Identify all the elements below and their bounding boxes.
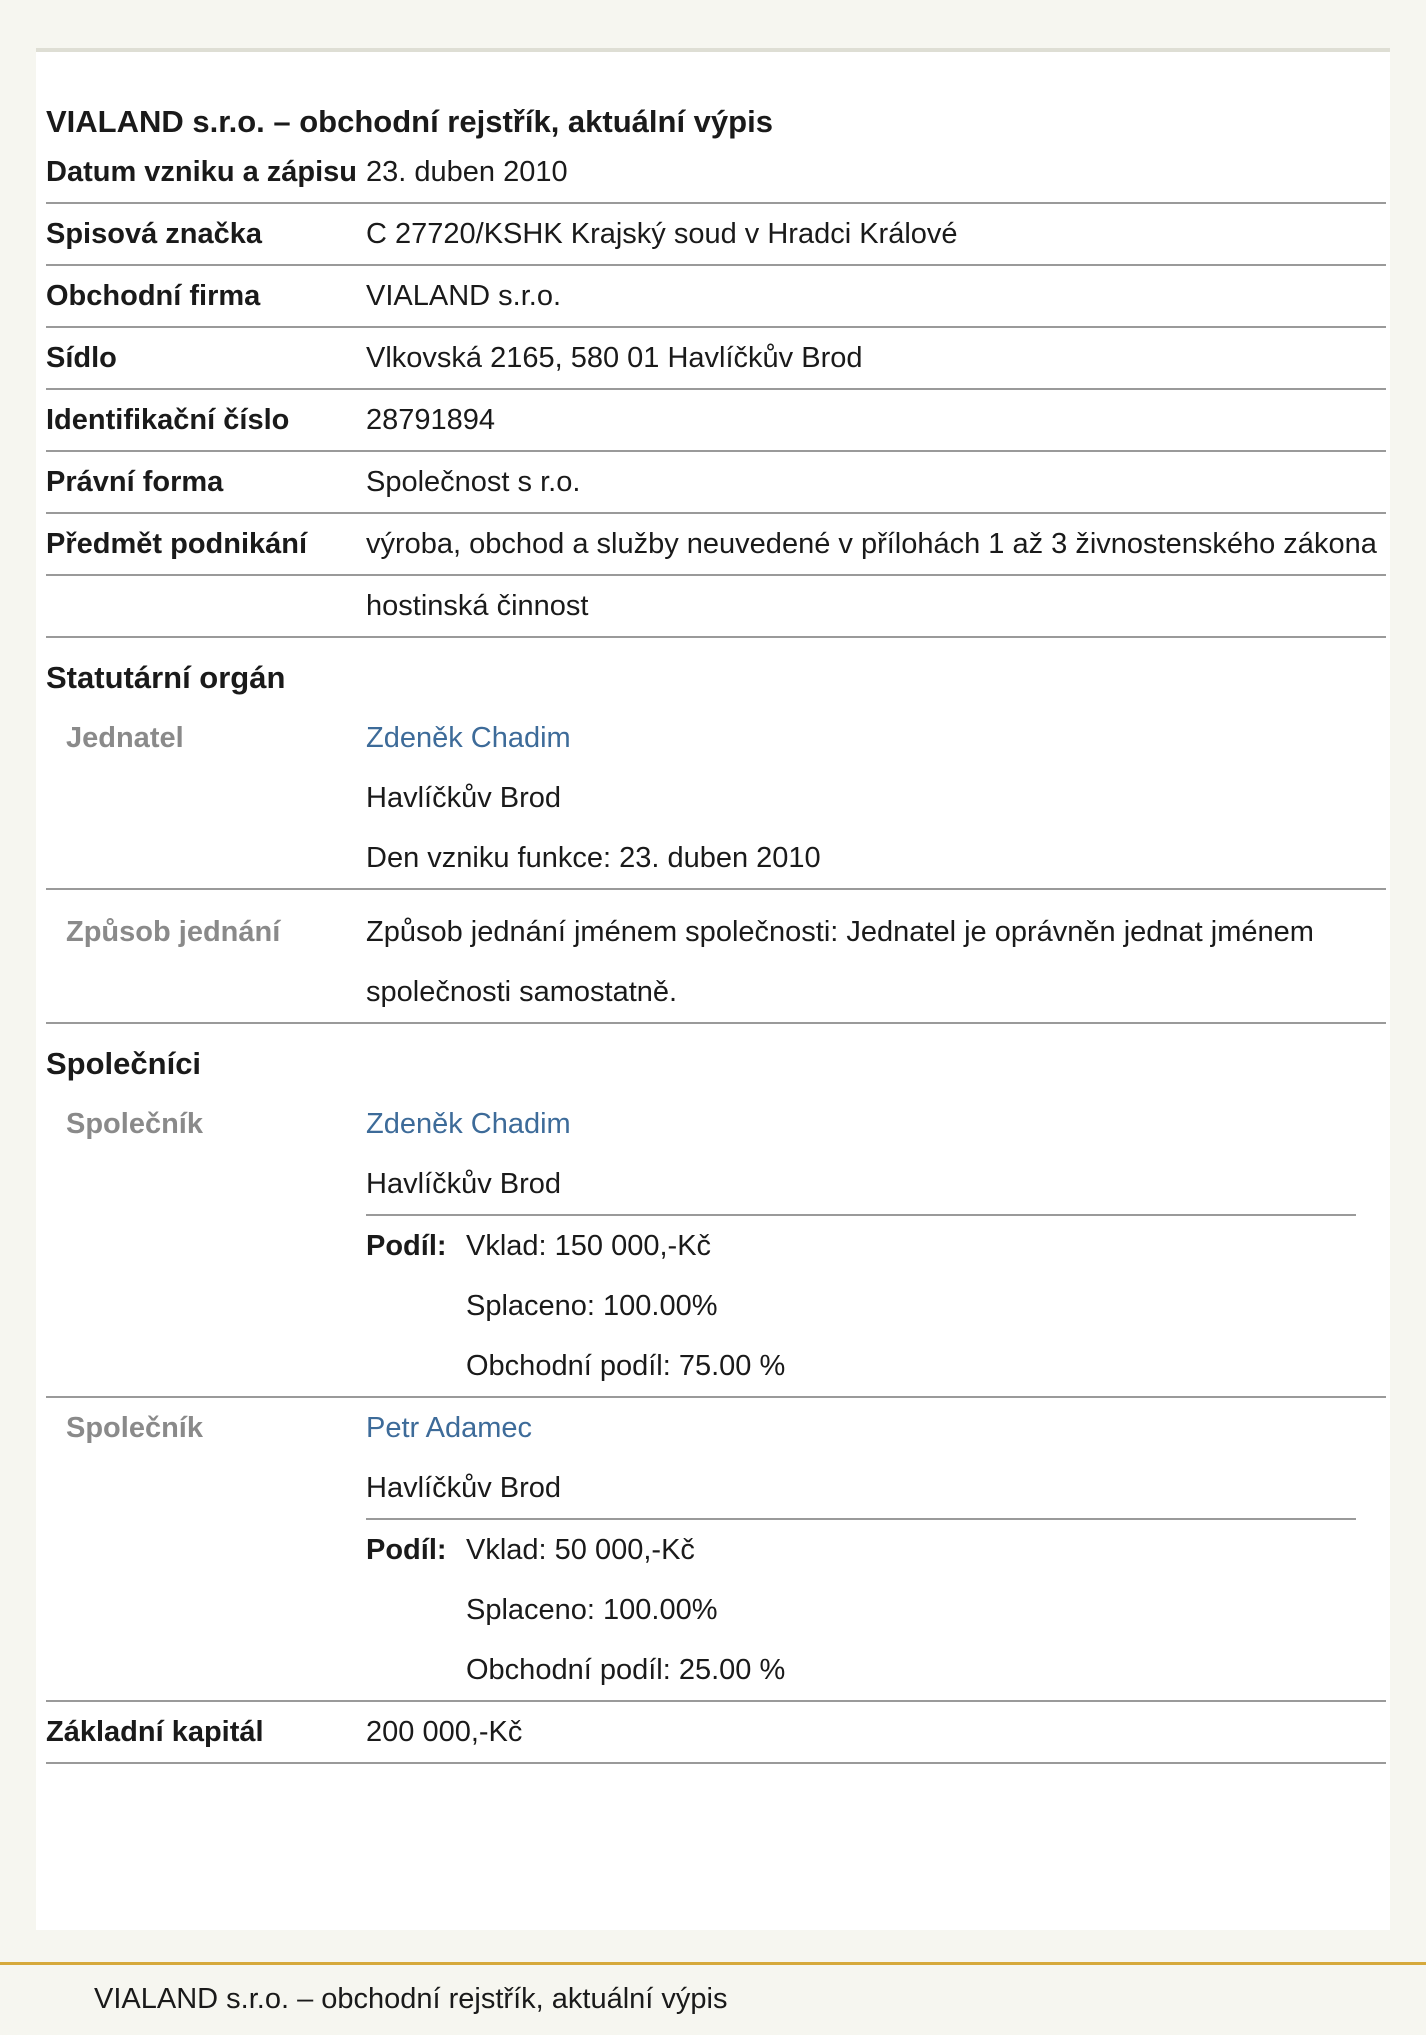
field-value-text: 23. duben 2010 [366,156,568,188]
statutory-label: Způsob jednání [66,916,281,948]
field-row-spisova-znacka [46,204,1386,266]
field-value-text: 200 000,-Kč [366,1716,523,1748]
field-value [366,390,1386,450]
partner-row [46,1398,1386,1702]
page-title: VIALAND s.r.o. – obchodní rejstřík, aktuální výpis [46,104,773,139]
field-value-text: Společnost s r.o. [366,466,581,498]
field-label [46,576,366,636]
statutory-label: Jednatel [66,722,184,754]
field-value [366,514,1386,574]
field-value-text: 28791894 [366,404,496,436]
field-row-sidlo [46,328,1386,390]
partner-label: Společník [66,1412,203,1444]
field-label: Základní kapitál [46,1716,264,1748]
share-splaceno: Splaceno: 100.00% [466,1290,718,1322]
register-content [46,52,1386,1764]
field-value-text: C 27720/KSHK Krajský soud v Hradci Králové [366,218,958,250]
field-row-obchodni-firma [46,266,1386,328]
share-values [466,1520,1356,1700]
field-value-text: výroba, obchod a služby neuvedené v přílohách 1 až 3 živnostenského zákona [366,528,1377,560]
field-label: Právní forma [46,466,224,498]
share-podil: Obchodní podíl: 25.00 % [466,1654,786,1686]
share-vklad: Vklad: 150 000,-Kč [466,1230,712,1262]
person-link[interactable]: Zdeněk Chadim [366,1108,571,1140]
field-label: Předmět podnikání [46,528,308,560]
share-block [366,1518,1356,1700]
field-value-text: hostinská činnost [366,590,589,622]
section-heading-statutory: Statutární orgán [46,660,286,695]
zpusob-text: Způsob jednání jménem společnosti: Jednatel je oprávněn jednat jménem společnosti samostatně. [366,916,1314,1008]
statutory-value [366,708,1386,888]
share-splaceno: Splaceno: 100.00% [466,1594,718,1626]
statutory-row-jednatel [46,708,1386,890]
field-value [366,204,1386,264]
partner-row [46,1094,1386,1398]
partner-label: Společník [66,1108,203,1140]
field-label: Datum vzniku a zápisu [46,156,358,188]
field-value-text: VIALAND s.r.o. [366,280,562,312]
partner-value [366,1094,1386,1396]
field-label: Spisová značka [46,218,262,250]
field-label: Identifikační číslo [46,404,290,436]
field-row-datum [46,142,1386,204]
footer-text: VIALAND s.r.o. – obchodní rejstřík, aktuální výpis [94,1983,728,2015]
field-row-pravni-forma [46,452,1386,514]
field-row-predmet-podnikani-2 [46,576,1386,638]
field-value [366,1702,1386,1762]
field-label: Obchodní firma [46,280,261,312]
partner-value [366,1398,1386,1700]
share-label: Podíl: [366,1230,447,1262]
share-block [366,1214,1356,1396]
field-row-zakladni-kapital [46,1702,1386,1764]
footer [0,1962,1426,2035]
field-value [366,328,1386,388]
share-podil: Obchodní podíl: 75.00 % [466,1350,786,1382]
field-value [366,266,1386,326]
person-city: Havlíčkův Brod [366,782,562,814]
statutory-value [366,902,1386,1022]
field-value [366,142,1386,202]
field-row-predmet-podnikani [46,514,1386,576]
function-start: Den vzniku funkce: 23. duben 2010 [366,842,821,874]
field-value-text: Vlkovská 2165, 580 01 Havlíčkův Brod [366,342,863,374]
person-city: Havlíčkův Brod [366,1168,562,1200]
field-value [366,576,1386,636]
share-values [466,1216,1356,1396]
field-row-ico [46,390,1386,452]
field-label: Sídlo [46,342,117,374]
person-link[interactable]: Petr Adamec [366,1412,533,1444]
section-heading-partners: Společníci [46,1046,202,1081]
person-link[interactable]: Zdeněk Chadim [366,722,571,754]
person-city: Havlíčkův Brod [366,1472,562,1504]
share-label: Podíl: [366,1534,447,1566]
share-vklad: Vklad: 50 000,-Kč [466,1534,695,1566]
register-card [36,48,1390,1930]
statutory-row-zpusob [46,890,1386,1024]
field-value [366,452,1386,512]
